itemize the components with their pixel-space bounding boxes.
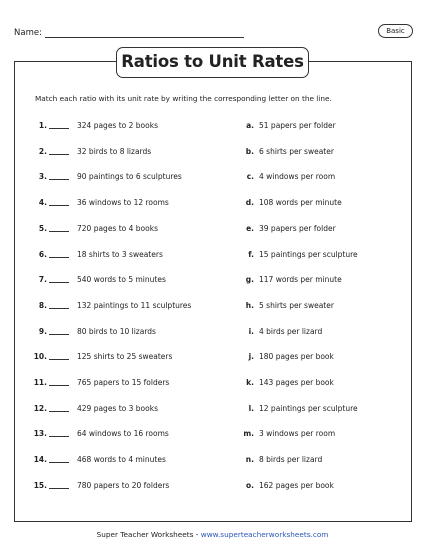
item-number: 1. <box>38 121 47 130</box>
answer-blank[interactable] <box>49 231 69 232</box>
answer-blank[interactable] <box>49 436 69 437</box>
answer-blank[interactable] <box>49 282 69 283</box>
answer-blank[interactable] <box>49 488 69 489</box>
item-letter: b. <box>245 146 254 156</box>
ratio-text: 765 papers to 15 folders <box>77 378 170 387</box>
rate-text: 5 shirts per sweater <box>259 300 334 310</box>
ratio-text: 468 words to 4 minutes <box>77 455 166 465</box>
footer <box>0 530 425 539</box>
ratio-text: 324 pages to 2 books <box>77 121 158 130</box>
answer-blank[interactable] <box>49 462 69 463</box>
item-letter: c. <box>246 172 254 182</box>
item-number: 8. <box>38 300 47 310</box>
answer-blank[interactable] <box>49 308 69 309</box>
item-letter: e. <box>246 223 254 233</box>
name-label: Name: <box>14 28 42 38</box>
rate-text: 15 paintings per sculpture <box>259 249 358 259</box>
item-number: 10. <box>33 352 47 362</box>
answer-blank[interactable] <box>49 154 69 155</box>
ratio-text: 18 shirts to 3 sweaters <box>77 249 163 259</box>
item-number: 2. <box>38 146 47 156</box>
rate-text: 4 windows per room <box>259 172 336 182</box>
item-number: 15. <box>33 480 47 490</box>
rate-text: 108 words per minute <box>259 198 342 208</box>
item-number: 6. <box>38 249 47 259</box>
item-letter: a. <box>246 121 254 130</box>
rate-text: 3 windows per room <box>259 429 336 439</box>
ratio-text: 32 birds to 8 lizards <box>77 146 152 156</box>
answer-blank[interactable] <box>49 257 69 258</box>
item-letter: m. <box>243 429 254 439</box>
item-number: 11. <box>33 378 47 387</box>
name-line <box>45 37 244 38</box>
rate-text: 51 papers per folder <box>259 121 336 130</box>
item-number: 4. <box>38 198 47 208</box>
rate-text: 8 birds per lizard <box>259 455 323 465</box>
answer-blank[interactable] <box>49 411 69 412</box>
rate-text: 117 words per minute <box>259 275 342 285</box>
rate-text: 162 pages per book <box>259 480 334 490</box>
footer-brand: Super Teacher Worksheets <box>96 530 194 539</box>
ratio-text: 780 papers to 20 folders <box>77 480 170 490</box>
worksheet-frame <box>14 61 412 522</box>
rate-text: 143 pages per book <box>259 378 334 387</box>
ratio-text: 90 paintings to 6 sculptures <box>77 172 182 182</box>
ratio-text: 540 words to 5 minutes <box>77 275 166 285</box>
item-letter: j. <box>248 352 254 362</box>
answer-blank[interactable] <box>49 385 69 386</box>
ratio-text: 64 windows to 16 rooms <box>77 429 169 439</box>
item-number: 9. <box>38 326 47 336</box>
footer-separator: - <box>193 530 201 539</box>
item-number: 5. <box>38 223 47 233</box>
rate-text: 180 pages per book <box>259 352 334 362</box>
item-letter: n. <box>245 455 254 465</box>
item-letter: i. <box>248 326 254 336</box>
footer-url: www.superteacherworksheets.com <box>200 530 329 539</box>
item-letter: h. <box>245 300 254 310</box>
answer-blank[interactable] <box>49 179 69 180</box>
answer-blank[interactable] <box>49 128 69 129</box>
item-number: 14. <box>33 455 47 465</box>
item-letter: o. <box>245 480 254 490</box>
level-badge: Basic <box>378 24 413 38</box>
item-letter: f. <box>248 249 254 259</box>
item-letter: d. <box>245 198 254 208</box>
item-number: 3. <box>38 172 47 182</box>
rate-text: 39 papers per folder <box>259 223 336 233</box>
answer-blank[interactable] <box>49 334 69 335</box>
ratio-text: 429 pages to 3 books <box>77 403 158 413</box>
ratio-text: 132 paintings to 11 sculptures <box>77 300 192 310</box>
answer-blank[interactable] <box>49 205 69 206</box>
ratio-text: 80 birds to 10 lizards <box>77 326 156 336</box>
rate-text: 4 birds per lizard <box>259 326 323 336</box>
ratio-text: 720 pages to 4 books <box>77 223 158 233</box>
item-letter: l. <box>248 403 254 413</box>
item-number: 7. <box>38 275 47 285</box>
item-letter: k. <box>246 378 254 387</box>
instructions: Match each ratio with its unit rate by writing the corresponding letter on the line. <box>35 94 332 103</box>
rate-text: 12 paintings per sculpture <box>259 403 358 413</box>
item-number: 13. <box>33 429 47 439</box>
ratio-text: 36 windows to 12 rooms <box>77 198 169 208</box>
item-letter: g. <box>245 275 254 285</box>
answer-blank[interactable] <box>49 359 69 360</box>
rate-text: 6 shirts per sweater <box>259 146 334 156</box>
ratio-text: 125 shirts to 25 sweaters <box>77 352 173 362</box>
item-number: 12. <box>33 403 47 413</box>
worksheet-title: Ratios to Unit Rates <box>116 47 309 78</box>
